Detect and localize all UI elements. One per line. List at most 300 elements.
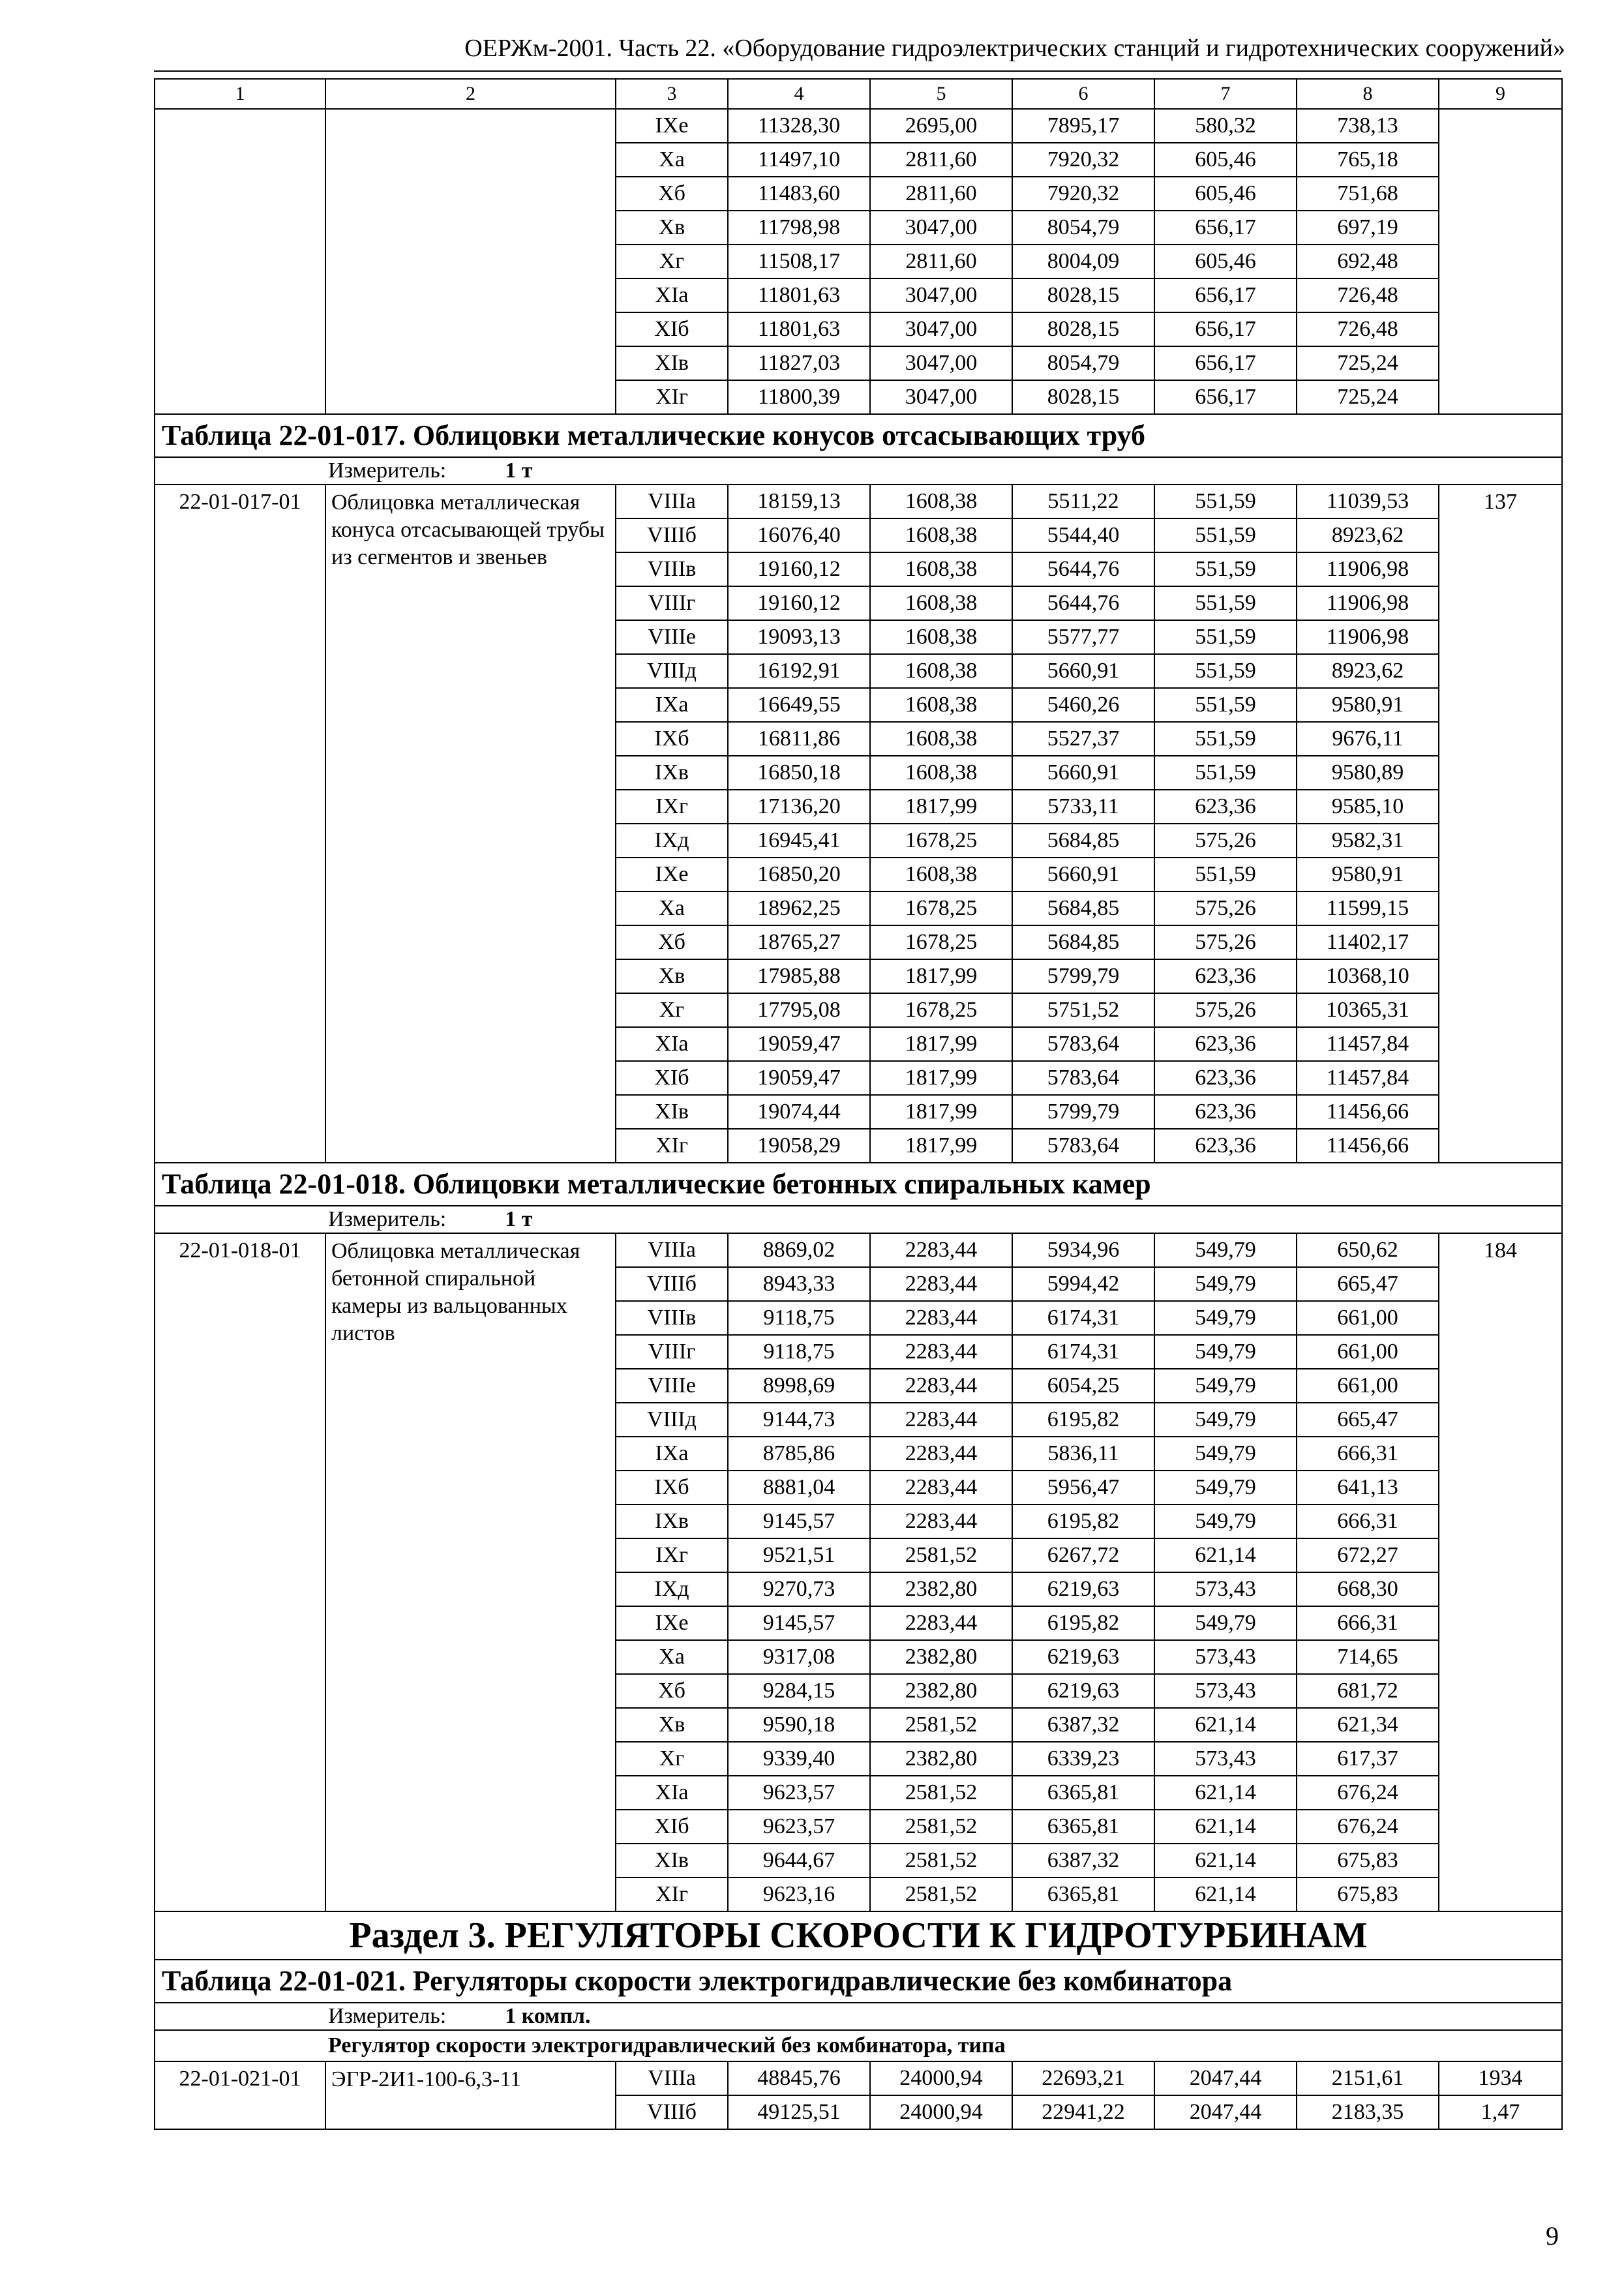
value-cell: 24000,94 <box>870 2061 1012 2095</box>
value-cell: 2811,60 <box>870 143 1012 177</box>
value-cell: 738,13 <box>1297 109 1439 143</box>
value-cell: 2581,52 <box>870 1708 1012 1742</box>
value-cell: 8028,15 <box>1012 312 1154 346</box>
value-cell: 580,32 <box>1154 109 1297 143</box>
value-cell: 2283,44 <box>870 1606 1012 1640</box>
grade-cell: VIIIе <box>616 620 728 654</box>
value-cell: 666,31 <box>1297 1606 1439 1640</box>
value-cell: 10365,31 <box>1297 993 1439 1027</box>
value-cell: 676,24 <box>1297 1810 1439 1844</box>
grade-cell: VIIIа <box>616 2061 728 2095</box>
value-cell: 7920,32 <box>1012 143 1154 177</box>
value-cell: 666,31 <box>1297 1437 1439 1471</box>
value-cell: 549,79 <box>1154 1233 1297 1267</box>
value-cell: 48845,76 <box>728 2061 870 2095</box>
value-cell: 3047,00 <box>870 312 1012 346</box>
col9-cell: 184 <box>1439 1233 1562 1911</box>
unit-row-cell <box>155 457 1562 485</box>
grade-cell: VIIIа <box>616 1233 728 1267</box>
value-cell: 623,36 <box>1154 1061 1297 1095</box>
value-cell: 11483,60 <box>728 177 870 211</box>
value-cell: 5644,76 <box>1012 586 1154 620</box>
value-cell: 551,59 <box>1154 552 1297 586</box>
value-cell: 6387,32 <box>1012 1844 1154 1878</box>
value-cell: 9580,89 <box>1297 756 1439 790</box>
value-cell: 9676,11 <box>1297 722 1439 756</box>
value-cell: 9145,57 <box>728 1504 870 1538</box>
description-cell <box>325 109 616 414</box>
page-number: 9 <box>1546 2221 1559 2251</box>
value-cell: 2047,44 <box>1154 2061 1297 2095</box>
value-cell: 676,24 <box>1297 1776 1439 1810</box>
value-cell: 1608,38 <box>870 552 1012 586</box>
value-cell: 549,79 <box>1154 1504 1297 1538</box>
value-cell: 751,68 <box>1297 177 1439 211</box>
column-number-cell: 5 <box>870 79 1012 109</box>
grade-cell: IXе <box>616 1606 728 1640</box>
value-cell: 5733,11 <box>1012 790 1154 824</box>
value-cell: 675,83 <box>1297 1878 1439 1911</box>
value-cell: 714,65 <box>1297 1640 1439 1674</box>
value-cell: 2283,44 <box>870 1437 1012 1471</box>
unit-value: 1 компл. <box>505 2004 591 2028</box>
value-cell: 672,27 <box>1297 1538 1439 1572</box>
value-cell: 1817,99 <box>870 1129 1012 1163</box>
value-cell: 5934,96 <box>1012 1233 1154 1267</box>
value-cell: 6339,23 <box>1012 1742 1154 1776</box>
value-cell: 19058,29 <box>728 1129 870 1163</box>
grade-cell: VIIIе <box>616 1369 728 1403</box>
grade-cell: IXа <box>616 1437 728 1471</box>
value-cell: 22693,21 <box>1012 2061 1154 2095</box>
value-cell: 24000,94 <box>870 2095 1012 2129</box>
column-number-row <box>155 79 1562 109</box>
value-cell: 11497,10 <box>728 143 870 177</box>
value-cell: 551,59 <box>1154 756 1297 790</box>
grade-cell: XIа <box>616 1776 728 1810</box>
value-cell: 1608,38 <box>870 858 1012 891</box>
value-cell: 9118,75 <box>728 1335 870 1369</box>
value-cell: 3047,00 <box>870 346 1012 380</box>
value-cell: 1608,38 <box>870 518 1012 552</box>
code-cell: 22-01-018-01 <box>155 1233 325 1911</box>
value-cell: 605,46 <box>1154 245 1297 278</box>
value-cell: 692,48 <box>1297 245 1439 278</box>
value-cell: 1817,99 <box>870 959 1012 993</box>
table-title: Таблица 22-01-018. Облицовки металлические бетонных спиральных камер <box>155 1163 1562 1206</box>
value-cell: 9270,73 <box>728 1572 870 1606</box>
code-cell <box>155 109 325 414</box>
value-cell: 18962,25 <box>728 891 870 925</box>
value-cell: 17985,88 <box>728 959 870 993</box>
value-cell: 551,59 <box>1154 722 1297 756</box>
value-cell: 725,24 <box>1297 346 1439 380</box>
value-cell: 1,47 <box>1439 2095 1562 2129</box>
value-cell: 9582,31 <box>1297 824 1439 858</box>
value-cell: 8923,62 <box>1297 654 1439 688</box>
value-cell: 1817,99 <box>870 1095 1012 1129</box>
value-cell: 9590,18 <box>728 1708 870 1742</box>
section-title: Раздел 3. РЕГУЛЯТОРЫ СКОРОСТИ К ГИДРОТУРБИНАМ <box>155 1911 1562 1960</box>
value-cell: 8923,62 <box>1297 518 1439 552</box>
value-cell: 726,48 <box>1297 312 1439 346</box>
value-cell: 1608,38 <box>870 586 1012 620</box>
value-cell: 641,13 <box>1297 1471 1439 1504</box>
value-cell: 656,17 <box>1154 211 1297 245</box>
column-number-cell: 7 <box>1154 79 1297 109</box>
value-cell: 6174,31 <box>1012 1335 1154 1369</box>
grade-cell: IXг <box>616 1538 728 1572</box>
grade-cell: XIг <box>616 380 728 414</box>
col9-cell: 137 <box>1439 485 1562 1163</box>
column-number-cell: 3 <box>616 79 728 109</box>
value-cell: 668,30 <box>1297 1572 1439 1606</box>
value-cell: 551,59 <box>1154 586 1297 620</box>
unit-row <box>155 1206 1562 1233</box>
value-cell: 16649,55 <box>728 688 870 722</box>
value-cell: 551,59 <box>1154 485 1297 518</box>
value-cell: 551,59 <box>1154 620 1297 654</box>
value-cell: 5836,11 <box>1012 1437 1154 1471</box>
grade-cell: VIIIв <box>616 1301 728 1335</box>
grade-cell: IXа <box>616 688 728 722</box>
value-cell: 3047,00 <box>870 278 1012 312</box>
grade-cell: Xб <box>616 925 728 959</box>
value-cell: 623,36 <box>1154 790 1297 824</box>
value-cell: 11457,84 <box>1297 1061 1439 1095</box>
grade-cell: VIIIа <box>616 485 728 518</box>
value-cell: 621,14 <box>1154 1810 1297 1844</box>
value-cell: 5460,26 <box>1012 688 1154 722</box>
value-cell: 16192,91 <box>728 654 870 688</box>
value-cell: 573,43 <box>1154 1674 1297 1708</box>
unit-label: Измеритель: <box>328 1207 447 1231</box>
value-cell: 623,36 <box>1154 1027 1297 1061</box>
table-subtitle: Регулятор скорости электрогидравлический без комбинатора, типа <box>155 2030 1562 2061</box>
value-cell: 6195,82 <box>1012 1504 1154 1538</box>
value-cell: 2283,44 <box>870 1369 1012 1403</box>
value-cell: 9580,91 <box>1297 688 1439 722</box>
value-cell: 5994,42 <box>1012 1267 1154 1301</box>
column-number-cell: 8 <box>1297 79 1439 109</box>
value-cell: 1817,99 <box>870 1027 1012 1061</box>
grade-cell: IXб <box>616 1471 728 1504</box>
value-cell: 19059,47 <box>728 1027 870 1061</box>
value-cell: 3047,00 <box>870 380 1012 414</box>
value-cell: 2382,80 <box>870 1674 1012 1708</box>
grade-cell: IXв <box>616 1504 728 1538</box>
value-cell: 575,26 <box>1154 891 1297 925</box>
col9-cell <box>1439 109 1562 414</box>
value-cell: 726,48 <box>1297 278 1439 312</box>
value-cell: 17795,08 <box>728 993 870 1027</box>
value-cell: 9644,67 <box>728 1844 870 1878</box>
description-cell: Облицовка металлическая бетонной спиральной камеры из вальцованных листов <box>325 1233 616 1911</box>
value-cell: 5751,52 <box>1012 993 1154 1027</box>
value-cell: 549,79 <box>1154 1606 1297 1640</box>
grade-cell: IXг <box>616 790 728 824</box>
grade-cell: Xа <box>616 1640 728 1674</box>
grade-cell: XIб <box>616 1810 728 1844</box>
value-cell: 5783,64 <box>1012 1129 1154 1163</box>
value-cell: 11508,17 <box>728 245 870 278</box>
value-cell: 11800,39 <box>728 380 870 414</box>
value-cell: 9521,51 <box>728 1538 870 1572</box>
value-cell: 575,26 <box>1154 993 1297 1027</box>
grade-cell: VIIIб <box>616 1267 728 1301</box>
grade-cell: VIIIд <box>616 654 728 688</box>
value-cell: 5783,64 <box>1012 1061 1154 1095</box>
value-cell: 16850,20 <box>728 858 870 891</box>
section-row <box>155 1911 1562 1960</box>
value-cell: 6365,81 <box>1012 1878 1154 1911</box>
value-cell: 1817,99 <box>870 790 1012 824</box>
value-cell: 9145,57 <box>728 1606 870 1640</box>
value-cell: 11801,63 <box>728 278 870 312</box>
value-cell: 6219,63 <box>1012 1640 1154 1674</box>
value-cell: 1608,38 <box>870 620 1012 654</box>
header-rule <box>154 70 1561 72</box>
table-row <box>155 109 1562 143</box>
value-cell: 656,17 <box>1154 312 1297 346</box>
value-cell: 623,36 <box>1154 959 1297 993</box>
grade-cell: Xг <box>616 993 728 1027</box>
table-title: Таблица 22-01-021. Регуляторы скорости электрогидравлические без комбинатора <box>155 1960 1562 2003</box>
value-cell: 11906,98 <box>1297 552 1439 586</box>
value-cell: 9623,57 <box>728 1776 870 1810</box>
grade-cell: IXд <box>616 824 728 858</box>
value-cell: 18765,27 <box>728 925 870 959</box>
value-cell: 617,37 <box>1297 1742 1439 1776</box>
value-cell: 621,14 <box>1154 1708 1297 1742</box>
value-cell: 9317,08 <box>728 1640 870 1674</box>
value-cell: 16850,18 <box>728 756 870 790</box>
value-cell: 7920,32 <box>1012 177 1154 211</box>
value-cell: 765,18 <box>1297 143 1439 177</box>
value-cell: 666,31 <box>1297 1504 1439 1538</box>
value-cell: 650,62 <box>1297 1233 1439 1267</box>
value-cell: 10368,10 <box>1297 959 1439 993</box>
value-cell: 8943,33 <box>728 1267 870 1301</box>
unit-row <box>155 2003 1562 2030</box>
value-cell: 22941,22 <box>1012 2095 1154 2129</box>
value-cell: 6219,63 <box>1012 1674 1154 1708</box>
value-cell: 5956,47 <box>1012 1471 1154 1504</box>
value-cell: 675,83 <box>1297 1844 1439 1878</box>
value-cell: 2811,60 <box>870 245 1012 278</box>
grade-cell: XIг <box>616 1878 728 1911</box>
value-cell: 1608,38 <box>870 756 1012 790</box>
value-cell: 5577,77 <box>1012 620 1154 654</box>
grade-cell: XIб <box>616 312 728 346</box>
value-cell: 19160,12 <box>728 552 870 586</box>
value-cell: 9585,10 <box>1297 790 1439 824</box>
value-cell: 1934 <box>1439 2061 1562 2095</box>
grade-cell: XIв <box>616 346 728 380</box>
value-cell: 6387,32 <box>1012 1708 1154 1742</box>
table-row <box>155 485 1562 518</box>
value-cell: 605,46 <box>1154 143 1297 177</box>
value-cell: 2283,44 <box>870 1233 1012 1267</box>
grade-cell: Xв <box>616 1708 728 1742</box>
value-cell: 656,17 <box>1154 346 1297 380</box>
value-cell: 11599,15 <box>1297 891 1439 925</box>
value-cell: 8054,79 <box>1012 211 1154 245</box>
value-cell: 1608,38 <box>870 485 1012 518</box>
value-cell: 19074,44 <box>728 1095 870 1129</box>
grade-cell: VIIIд <box>616 1403 728 1437</box>
grade-cell: Xв <box>616 959 728 993</box>
grade-cell: IXе <box>616 109 728 143</box>
value-cell: 8028,15 <box>1012 278 1154 312</box>
value-cell: 8054,79 <box>1012 346 1154 380</box>
value-cell: 2283,44 <box>870 1267 1012 1301</box>
value-cell: 697,19 <box>1297 211 1439 245</box>
grade-cell: Xб <box>616 1674 728 1708</box>
value-cell: 2581,52 <box>870 1878 1012 1911</box>
table-row <box>155 2061 1562 2095</box>
value-cell: 6219,63 <box>1012 1572 1154 1606</box>
grade-cell: IXб <box>616 722 728 756</box>
value-cell: 623,36 <box>1154 1129 1297 1163</box>
value-cell: 661,00 <box>1297 1369 1439 1403</box>
value-cell: 6195,82 <box>1012 1606 1154 1640</box>
grade-cell: Xб <box>616 177 728 211</box>
value-cell: 551,59 <box>1154 654 1297 688</box>
value-cell: 49125,51 <box>728 2095 870 2129</box>
value-cell: 2581,52 <box>870 1844 1012 1878</box>
value-cell: 549,79 <box>1154 1301 1297 1335</box>
value-cell: 5660,91 <box>1012 756 1154 790</box>
value-cell: 549,79 <box>1154 1403 1297 1437</box>
value-cell: 11456,66 <box>1297 1095 1439 1129</box>
value-cell: 5660,91 <box>1012 654 1154 688</box>
value-cell: 6365,81 <box>1012 1810 1154 1844</box>
column-number-cell: 4 <box>728 79 870 109</box>
grade-cell: VIIIг <box>616 1335 728 1369</box>
value-cell: 621,14 <box>1154 1538 1297 1572</box>
value-cell: 549,79 <box>1154 1335 1297 1369</box>
value-cell: 11801,63 <box>728 312 870 346</box>
value-cell: 2382,80 <box>870 1742 1012 1776</box>
value-cell: 665,47 <box>1297 1267 1439 1301</box>
unit-label: Измеритель: <box>328 458 447 483</box>
column-number-cell: 6 <box>1012 79 1154 109</box>
column-number-cell: 9 <box>1439 79 1562 109</box>
unit-label: Измеритель: <box>328 2004 447 2028</box>
unit-value: 1 т <box>505 1207 533 1231</box>
value-cell: 16076,40 <box>728 518 870 552</box>
value-cell: 6365,81 <box>1012 1776 1154 1810</box>
table-row <box>155 1233 1562 1267</box>
value-cell: 1608,38 <box>870 654 1012 688</box>
value-cell: 573,43 <box>1154 1742 1297 1776</box>
value-cell: 11457,84 <box>1297 1027 1439 1061</box>
code-cell: 22-01-017-01 <box>155 485 325 1163</box>
value-cell: 573,43 <box>1154 1572 1297 1606</box>
value-cell: 6195,82 <box>1012 1403 1154 1437</box>
value-cell: 8881,04 <box>728 1471 870 1504</box>
unit-row-cell <box>155 2003 1562 2030</box>
grade-cell: VIIIг <box>616 586 728 620</box>
grade-cell: IXв <box>616 756 728 790</box>
value-cell: 661,00 <box>1297 1335 1439 1369</box>
grade-cell: VIIIб <box>616 518 728 552</box>
page-header: ОЕРЖм-2001. Часть 22. «Оборудование гидроэлектрических станций и гидротехнических сооружений» <box>464 35 1565 62</box>
value-cell: 621,34 <box>1297 1708 1439 1742</box>
value-cell: 5783,64 <box>1012 1027 1154 1061</box>
value-cell: 725,24 <box>1297 380 1439 414</box>
value-cell: 2047,44 <box>1154 2095 1297 2129</box>
value-cell: 9284,15 <box>728 1674 870 1708</box>
unit-value: 1 т <box>505 458 533 483</box>
value-cell: 6174,31 <box>1012 1301 1154 1335</box>
code-cell: 22-01-021-01 <box>155 2061 325 2129</box>
value-cell: 18159,13 <box>728 485 870 518</box>
value-cell: 8869,02 <box>728 1233 870 1267</box>
value-cell: 549,79 <box>1154 1267 1297 1301</box>
value-cell: 1608,38 <box>870 688 1012 722</box>
value-cell: 2382,80 <box>870 1640 1012 1674</box>
value-cell: 19059,47 <box>728 1061 870 1095</box>
value-cell: 549,79 <box>1154 1437 1297 1471</box>
grade-cell: Xг <box>616 245 728 278</box>
value-cell: 575,26 <box>1154 925 1297 959</box>
value-cell: 2581,52 <box>870 1538 1012 1572</box>
value-cell: 1678,25 <box>870 824 1012 858</box>
value-cell: 5684,85 <box>1012 824 1154 858</box>
value-cell: 623,36 <box>1154 1095 1297 1129</box>
value-cell: 11906,98 <box>1297 586 1439 620</box>
value-cell: 5511,22 <box>1012 485 1154 518</box>
value-cell: 605,46 <box>1154 177 1297 211</box>
grade-cell: XIа <box>616 278 728 312</box>
value-cell: 2283,44 <box>870 1471 1012 1504</box>
value-cell: 19160,12 <box>728 586 870 620</box>
value-cell: 11328,30 <box>728 109 870 143</box>
grade-cell: IXд <box>616 1572 728 1606</box>
value-cell: 2581,52 <box>870 1776 1012 1810</box>
value-cell: 11039,53 <box>1297 485 1439 518</box>
value-cell: 2151,61 <box>1297 2061 1439 2095</box>
value-cell: 621,14 <box>1154 1776 1297 1810</box>
value-cell: 8028,15 <box>1012 380 1154 414</box>
value-cell: 2811,60 <box>870 177 1012 211</box>
value-cell: 9118,75 <box>728 1301 870 1335</box>
value-cell: 2283,44 <box>870 1504 1012 1538</box>
grade-cell: XIа <box>616 1027 728 1061</box>
value-cell: 2183,35 <box>1297 2095 1439 2129</box>
value-cell: 551,59 <box>1154 688 1297 722</box>
table-title-row <box>155 1163 1562 1206</box>
value-cell: 2283,44 <box>870 1301 1012 1335</box>
unit-row-cell <box>155 1206 1562 1233</box>
value-cell: 621,14 <box>1154 1844 1297 1878</box>
value-cell: 551,59 <box>1154 858 1297 891</box>
value-cell: 2695,00 <box>870 109 1012 143</box>
value-cell: 573,43 <box>1154 1640 1297 1674</box>
value-cell: 5799,79 <box>1012 1095 1154 1129</box>
value-cell: 5799,79 <box>1012 959 1154 993</box>
grade-cell: Xа <box>616 891 728 925</box>
value-cell: 656,17 <box>1154 278 1297 312</box>
grade-cell: Xг <box>616 1742 728 1776</box>
table-title: Таблица 22-01-017. Облицовки металлические конусов отсасывающих труб <box>155 414 1562 457</box>
value-cell: 681,72 <box>1297 1674 1439 1708</box>
value-cell: 1817,99 <box>870 1061 1012 1095</box>
value-cell: 621,14 <box>1154 1878 1297 1911</box>
value-cell: 17136,20 <box>728 790 870 824</box>
